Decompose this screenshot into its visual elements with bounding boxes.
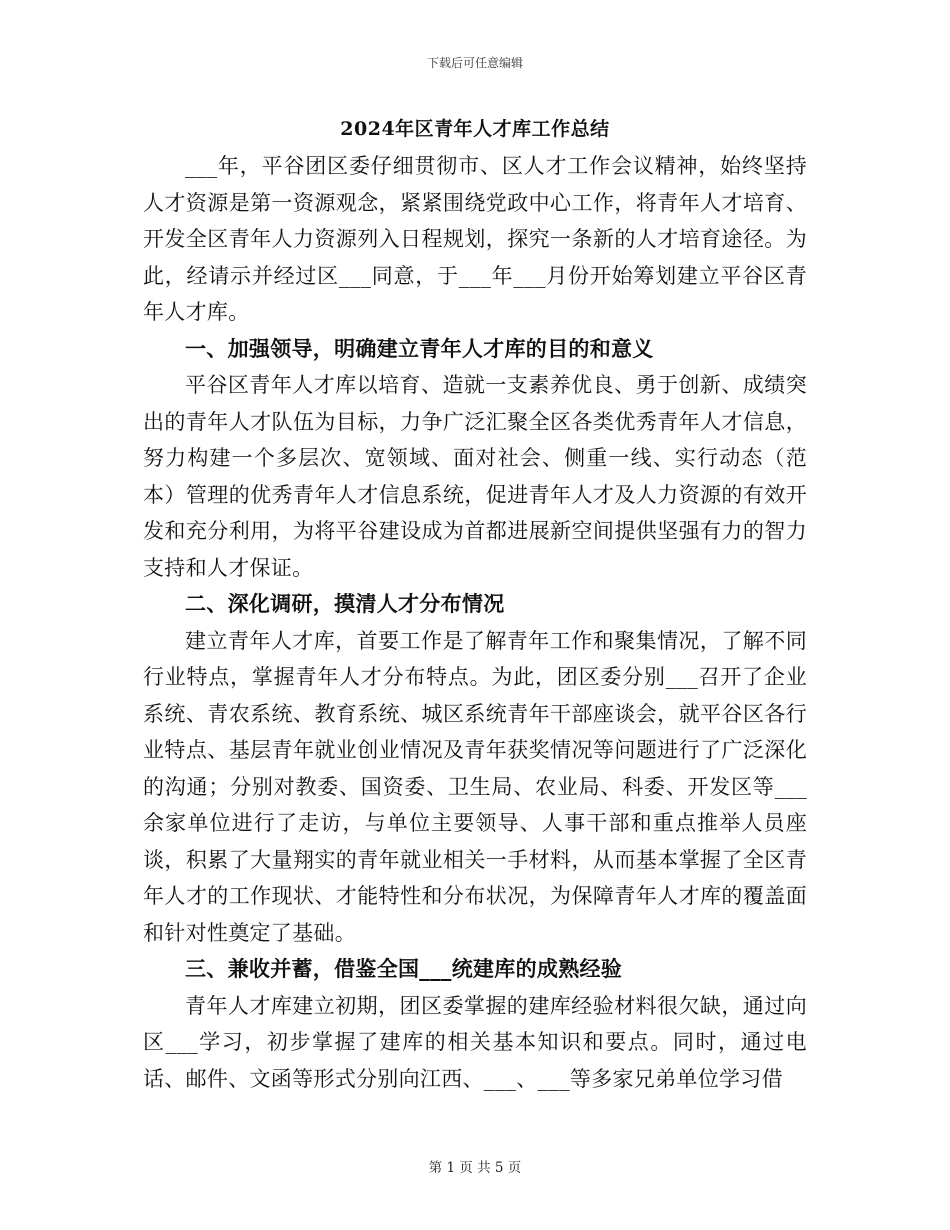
page-number-footer: 第 1 页 共 5 页 [428, 1160, 522, 1176]
intro-paragraph: ___年，平谷团区委仔细贯彻市、区人才工作会议精神，始终坚持人才资源是第一资源观念，紧紧围绕党政中心工作，将青年人才培育、开发全区青年人力资源列入日程规划，探究一条新的人才培育途径。为此，经请示并经过区___同意，于___年___月份开始筹划建立平谷区青年人才库。 [143, 154, 807, 324]
section-3-heading: 三、兼收并蓄，借鉴全国___统建库的成熟经验 [185, 956, 623, 981]
document-body [143, 148, 807, 1097]
section-3-paragraph: 青年人才库建立初期，团区委掌握的建库经验材料很欠缺，通过向区___学习，初步掌握了建库的相关基本知识和要点。同时，通过电话、邮件、文函等形式分别向江西、___、___等多家兄弟单位学习借 [143, 993, 807, 1091]
page-header-note: 下载后可任意编辑 [426, 56, 523, 70]
section-1-paragraph: 平谷区青年人才库以培育、造就一支素养优良、勇于创新、成绩突出的青年人才队伍为目标，力争广泛汇聚全区各类优秀青年人才信息，努力构建一个多层次、宽领域、面对社会、侧重一线、实行动态（范本）管理的优秀青年人才信息系统，促进青年人才及人力资源的有效开发和充分利用，为将平谷建设成为首都进展新空间提供坚强有力的智力支持和人才保证。 [143, 373, 807, 580]
section-2-paragraph: 建立青年人才库，首要工作是了解青年工作和聚集情况，了解不同行业特点，掌握青年人才分布特点。为此，团区委分别___召开了企业系统、青农系统、教育系统、城区系统青年干部座谈会，就平谷区各行业特点、基层青年就业创业情况及青年获奖情况等问题进行了广泛深化的沟通；分别对教委、国资委、卫生局、农业局、科委、开发区等___余家单位进行了走访，与单位主要领导、人事干部和重点推举人员座谈，积累了大量翔实的青年就业相关一手材料，从而基本掌握了全区青年人才的工作现状、才能特性和分布状况，为保障青年人才库的覆盖面和针对性奠定了基础。 [143, 628, 807, 945]
section-1-heading: 一、加强领导，明确建立青年人才库的目的和意义 [185, 335, 654, 361]
section-2-heading: 二、深化调研，摸清人才分布情况 [185, 591, 505, 616]
document-title: 2024年区青年人才库工作总结 [340, 118, 610, 140]
